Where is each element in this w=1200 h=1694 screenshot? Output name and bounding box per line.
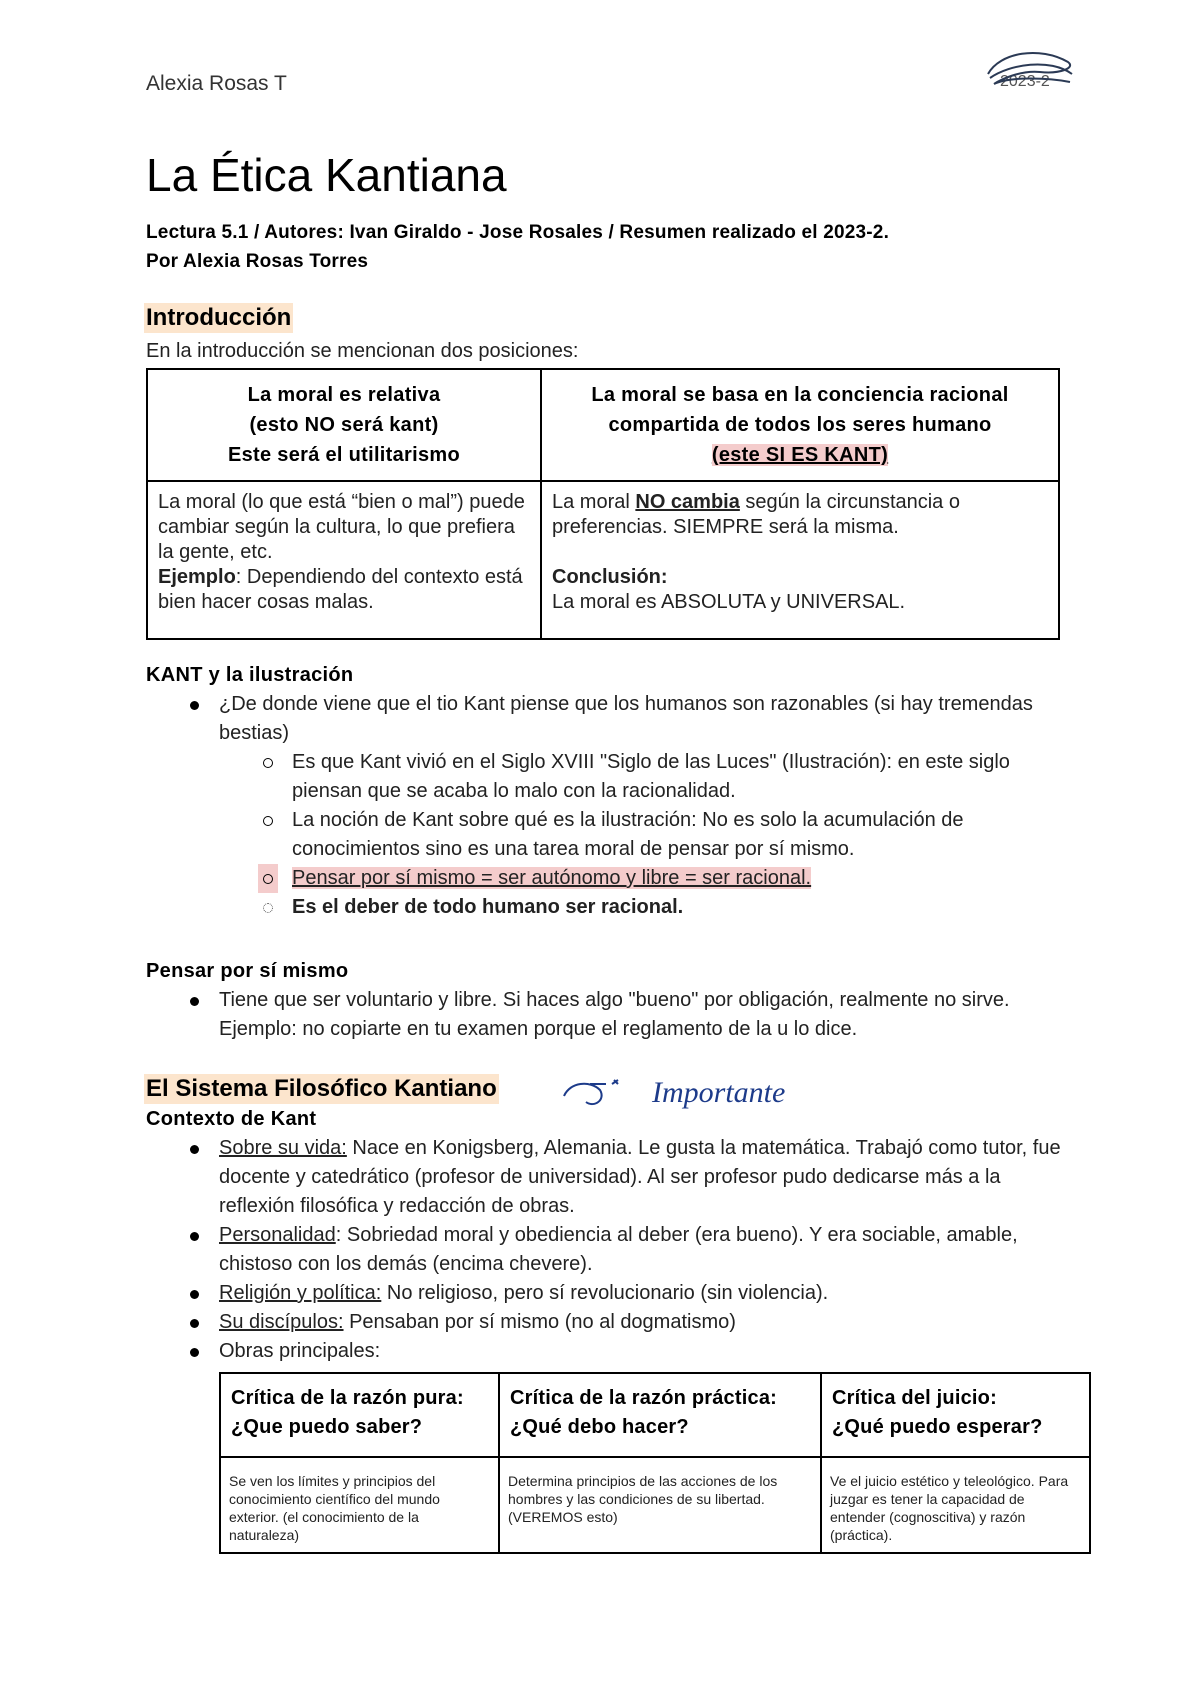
document-title: La Ética Kantiana (146, 149, 507, 201)
list-item (146, 1337, 1076, 1366)
example-label: Ejemplo (158, 566, 236, 588)
bullet-dot-icon (190, 1290, 199, 1299)
rational-moral-description (541, 481, 1059, 639)
obras-table (219, 1372, 1091, 1554)
rational-moral-header (541, 369, 1059, 481)
bullet-dot-icon (190, 1232, 199, 1241)
item-text: Obras principales: (219, 1340, 381, 1362)
list-item-text: ¿De donde viene que el tio Kant piense que los humanos son razonables (si hay tremendas bestias) (219, 693, 1033, 744)
scribble-text: 2023-2 (1000, 73, 1050, 90)
intro-section (144, 303, 293, 333)
obras-table-body (220, 1457, 1090, 1553)
header-line: La moral es relativa (247, 384, 441, 406)
contexto-list (146, 1134, 1076, 1366)
list-item-text: La noción de Kant sobre qué es la ilustración: No es solo la acumulación de conocimientos sino es una tarea moral de pensar por sí mismo. (292, 809, 964, 860)
obra-title: Crítica de la razón pura: (231, 1387, 464, 1409)
sistema-section (144, 1074, 499, 1104)
list-item (146, 864, 1066, 893)
positions-table-header (147, 369, 1059, 481)
emphasis-no-cambia: NO cambia (635, 491, 740, 513)
list-item (146, 1279, 1076, 1308)
list-item-text: Es el deber de todo humano ser racional. (292, 896, 684, 918)
list-item (146, 1134, 1076, 1221)
highlighted-list-item-text: Pensar por sí mismo = ser autónomo y libre = ser racional. (292, 867, 812, 889)
obra-header (821, 1373, 1090, 1457)
bullet-dot-icon (190, 1348, 199, 1357)
subtitle-line-2: Por Alexia Rosas Torres (146, 251, 369, 272)
relative-moral-description (147, 481, 541, 639)
list-item (146, 1221, 1076, 1279)
obra-question: ¿Qué debo hacer? (510, 1416, 689, 1438)
bullet-dot-icon (190, 701, 199, 710)
bullet-ring-icon (263, 758, 273, 768)
item-label: Personalidad (219, 1224, 336, 1246)
conclusion-label: Conclusión: (552, 566, 668, 588)
obra-header (220, 1373, 499, 1457)
list-item (146, 690, 1066, 748)
obras-table-header (220, 1373, 1090, 1457)
conclusion-text: La moral es ABSOLUTA y UNIVERSAL. (552, 591, 906, 613)
obra-description: Se ven los límites y principios del conocimiento científico del mundo exterior. (el conocimiento de la naturaleza) (220, 1457, 499, 1553)
intro-heading: Introducción (146, 304, 292, 331)
obra-description: Determina principios de las acciones de los hombres y las condiciones de su libertad. (VEREMOS esto) (499, 1457, 821, 1553)
sistema-heading: El Sistema Filosófico Kantiano (146, 1075, 497, 1102)
item-text: Nace en Konigsberg, Alemania. Le gusta la matemática. Trabajó como tutor, fue docente y catedrático (profesor de universidad). Al ser profesor pudo dedicarse más a la reflexión filosófica y redacción de obras. (219, 1137, 1061, 1217)
item-label: Sobre su vida: (219, 1137, 347, 1159)
bullet-dotted-icon (263, 903, 273, 913)
handwritten-importante-note (560, 1066, 860, 1118)
text-fragment: según la circunstancia o preferencias. SIEMPRE será la misma. (552, 491, 960, 538)
handwritten-scribble (980, 44, 1080, 94)
contexto-heading: Contexto de Kant (146, 1108, 317, 1130)
bullet-dot-icon (190, 1145, 199, 1154)
positions-table-body (147, 481, 1059, 639)
header-line: La moral se basa en la conciencia racional (591, 384, 1009, 406)
item-text: : Sobriedad moral y obediencia al deber (era bueno). Y era sociable, amable, chistoso con los demás (encima chevere). (219, 1224, 1018, 1275)
header-line: (esto NO será kant) (249, 414, 439, 436)
intro-lead: En la introducción se mencionan dos posiciones: (146, 340, 579, 362)
highlighted-kant-note: (este SI ES KANT) (711, 444, 889, 466)
pensar-heading: Pensar por sí mismo (146, 960, 349, 982)
obra-question: ¿Qué puedo esperar? (832, 1416, 1043, 1438)
list-item (146, 1308, 1076, 1337)
obra-question: ¿Que puedo saber? (231, 1416, 423, 1438)
text-fragment: La moral (552, 491, 636, 513)
bullet-ring-icon (263, 816, 273, 826)
positions-table (146, 368, 1060, 640)
kant-ilustracion-heading: KANT y la ilustración (146, 664, 354, 686)
item-text: No religioso, pero sí revolucionario (sin violencia). (381, 1282, 829, 1304)
item-text: Pensaban por sí mismo (no al dogmatismo) (343, 1311, 736, 1333)
obra-title: Crítica de la razón práctica: (510, 1387, 778, 1409)
bullet-ring-icon (263, 874, 273, 884)
item-label: Religión y política: (219, 1282, 382, 1304)
relative-moral-header (147, 369, 541, 481)
obra-title: Crítica del juicio: (832, 1387, 997, 1409)
bullet-dot-icon (190, 997, 199, 1006)
pensar-list (146, 986, 1066, 1044)
list-item-text: Tiene que ser voluntario y libre. Si haces algo "bueno" por obligación, realmente no sirve. Ejemplo: no copiarte en tu examen porque el reglamento de la u lo dice. (219, 989, 1010, 1040)
list-item-text: Es que Kant vivió en el Siglo XVIII "Siglo de las Luces" (Ilustración): en este siglo piensan que se acaba lo malo con la racionalidad. (292, 751, 1010, 802)
header-line: Este será el utilitarismo (227, 444, 461, 466)
subtitle-line-1: Lectura 5.1 / Autores: Ivan Giraldo - Jose Rosales / Resumen realizado el 2023-2. (146, 222, 890, 243)
obra-header (499, 1373, 821, 1457)
relative-moral-text: La moral (lo que está “bien o mal”) puede cambiar según la cultura, lo que prefiera la gente, etc. (158, 491, 525, 563)
kant-ilustracion-list (146, 690, 1066, 922)
importante-text: Importante (652, 1076, 786, 1109)
list-item (146, 748, 1066, 806)
document-subtitle (146, 218, 889, 276)
list-item (146, 893, 1066, 922)
example-text: : Dependiendo del contexto está bien hacer cosas malas. (158, 566, 523, 613)
header-line: compartida de todos los seres humano (608, 414, 992, 436)
bullet-dot-icon (190, 1319, 199, 1328)
item-label: Su discípulos: (219, 1311, 344, 1333)
author-name: Alexia Rosas T (146, 72, 287, 95)
list-item (146, 986, 1066, 1044)
obra-description: Ve el juicio estético y teleológico. Para juzgar es tener la capacidad de entender (cognoscitiva) y razón (práctica). (821, 1457, 1090, 1553)
list-item (146, 806, 1066, 864)
